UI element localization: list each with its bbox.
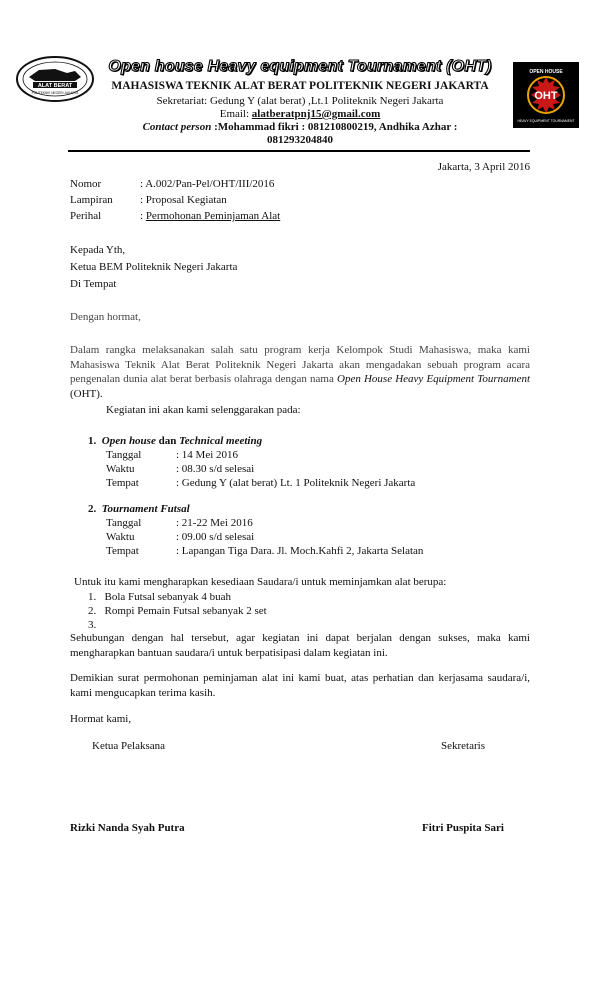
request-item-3-num: 3. (88, 619, 97, 631)
header-divider (68, 150, 530, 152)
event-2-label-tempat: Tempat (106, 545, 139, 557)
request-item-1-text: Bola Futsal sebanyak 4 buah (104, 591, 231, 603)
meta-label-nomor: Nomor (70, 178, 102, 190)
meta-label-perihal: Perihal (70, 210, 102, 222)
event-1-label-waktu: Waktu (106, 463, 135, 475)
event-2-label-waktu: Waktu (106, 531, 135, 543)
logo-right-top: OPEN HOUSE (529, 69, 563, 75)
secretariat-address: Sekretariat: Gedung Y (alat berat) ,Lt.1 Politeknik Negeri Jakarta (156, 95, 444, 107)
event-1-title-a: Open house (101, 435, 156, 447)
event-1-title (88, 434, 262, 449)
event-1-number: 1. (88, 435, 97, 447)
logo-left-sub: POLITEKNIK NEGERI JAKARTA (31, 91, 79, 95)
event-1-title-b: Technical meeting (179, 435, 263, 447)
banner-title: Open house Heavy equipment Tournament (OHT) (108, 58, 492, 75)
oht-logo (513, 62, 579, 128)
contact-phone-2: 081293204840 (267, 134, 333, 146)
alat-berat-logo (15, 55, 95, 103)
sign-left-role: Ketua Pelaksana (92, 740, 165, 752)
event-1-label-tempat: Tempat (106, 477, 139, 489)
event-2-number: 2. (88, 503, 97, 515)
recipient-line-2: Ketua BEM Politeknik Negeri Jakarta (70, 261, 238, 273)
email-link[interactable]: alatberatpnj15@gmail.com (251, 108, 381, 120)
event-2-title-a: Tournament Futsal (101, 503, 190, 515)
closing-paragraph-2: Demikian surat permohonan peminjaman alat ini kami buat, atas perhatian dan kerjasama saudara/i, kami mengucapkan terima kasih. (70, 672, 530, 699)
event-2-label-tanggal: Tanggal (106, 517, 142, 529)
event-name: Open House Heavy Equipment Tournament (337, 373, 531, 386)
event-2-value-waktu: : 09.00 s/d selesai (176, 531, 255, 543)
event-1-value-waktu: : 08.30 s/d selesai (176, 463, 255, 475)
event-1-label-tanggal: Tanggal (106, 449, 142, 461)
request-item-2-text: Rompi Pemain Futsal sebanyak 2 set (104, 605, 267, 617)
event-2-value-tempat: : Lapangan Tiga Dara. Jl. Moch.Kahfi 2, Jakarta Selatan (176, 545, 424, 557)
event-2-value-tanggal: : 21-22 Mei 2016 (176, 517, 253, 529)
request-item-1-num: 1. (88, 591, 97, 603)
meta-value-lampiran: : Proposal Kegiatan (140, 194, 227, 206)
sign-right-role: Sekretaris (441, 740, 485, 752)
request-intro: Untuk itu kami mengharapkan kesediaan Saudara/i untuk meminjamkan alat berupa: (74, 576, 447, 588)
recipient-line-3: Di Tempat (70, 278, 117, 290)
event-1-title-mid: dan (155, 435, 180, 447)
logo-left-text: ALAT BERAT (37, 83, 73, 89)
email-label: Email: (219, 108, 252, 120)
logo-right-bottom: HEAVY EQUIPMENT TOURNAMENT (517, 119, 575, 123)
recipient-line-1: Kepada Yth, (70, 244, 126, 256)
event-2-title (88, 502, 190, 517)
meta-value-perihal (140, 209, 280, 224)
closing-paragraph-1: Sehubungan dengan hal tersebut, agar kegiatan ini dapat berjalan dengan sukses, maka kami mengharapkan bantuan saudara/i untuk berpatisipasi dalam kegiatan ini. (70, 632, 530, 659)
intro-text-end: (OHT). (70, 387, 103, 400)
subject-text: Permohonan Peminjaman Alat (145, 210, 281, 222)
meta-value-prefix: : (140, 210, 146, 222)
meta-label-lampiran: Lampiran (70, 194, 113, 206)
event-1-value-tanggal: : 14 Mei 2016 (176, 449, 239, 461)
sign-right-name: Fitri Puspita Sari (422, 822, 504, 834)
meta-value-nomor: : A.002/Pan-Pel/OHT/III/2016 (140, 178, 275, 190)
regards: Hormat kami, (70, 713, 132, 725)
org-name: MAHASISWA TEKNIK ALAT BERAT POLITEKNIK NEGERI JAKARTA (111, 80, 489, 92)
request-item-2 (88, 604, 267, 619)
intro-text: Dalam rangka melaksanakan salah satu program kerja Kelompok Studi Mahasiswa, maka kami Mahasiswa Teknik Alat Berat Politeknik Negeri Jakarta akan mengadakan sebuah program acara pengenalan dunia alat berat berbasis olahraga dengan nama (70, 344, 530, 386)
intro-paragraph (70, 343, 530, 401)
contact-label: Contact person (142, 121, 212, 133)
logo-right-main: OHT (534, 90, 558, 102)
request-item-1 (88, 590, 231, 605)
contact-persons: :Mohammad fikri : 081210800219, Andhika Azhar : (214, 121, 458, 133)
request-item-2-num: 2. (88, 605, 97, 617)
sign-left-name: Rizki Nanda Syah Putra (70, 822, 185, 834)
event-1-value-tempat: : Gedung Y (alat berat) Lt. 1 Politeknik Negeri Jakarta (176, 477, 416, 489)
letter-date: Jakarta, 3 April 2016 (437, 161, 530, 173)
greeting: Dengan hormat, (70, 311, 141, 323)
intro-next: Kegiatan ini akan kami selenggarakan pada: (106, 404, 301, 416)
